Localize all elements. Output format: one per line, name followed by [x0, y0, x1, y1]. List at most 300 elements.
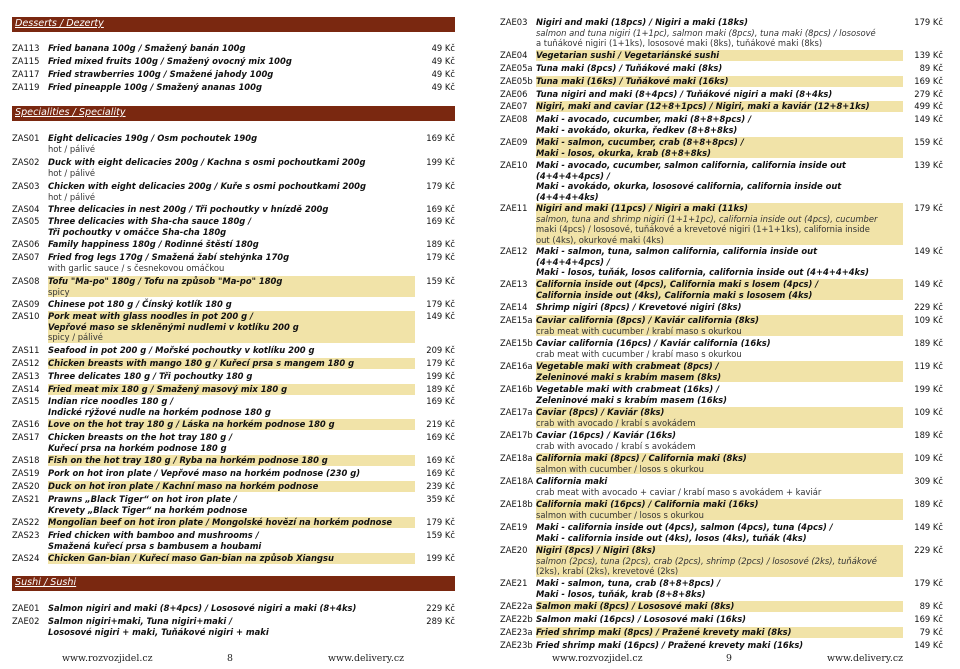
item-name-text: Vegetable maki with crabmeat (8pcs) /: [536, 361, 719, 371]
menu-item-row: [12, 311, 455, 343]
item-name: [48, 384, 415, 395]
menu-item-row: [12, 517, 455, 528]
item-name-line: Maki - avokádo, okurka, ředkev (8+8+8ks): [536, 124, 738, 135]
item-code: ZAE06: [500, 89, 528, 99]
menu-item-row: [12, 252, 455, 273]
item-name: [536, 63, 903, 74]
item-name-line: Krevety „Black Tiger“ na horkém podnose: [48, 504, 248, 515]
menu-item-row: [12, 384, 455, 395]
item-code: ZAE18a: [500, 453, 533, 463]
item-description: spicy: [48, 286, 70, 297]
item-code: ZAE15a: [500, 315, 533, 325]
item-price: 199 Kč: [426, 157, 455, 167]
item-name: [536, 522, 903, 543]
menu-item-row: [500, 50, 943, 61]
item-name-text: Tofu "Ma-po" 180g / Tofu na způsob "Ma-po" 180g: [48, 276, 283, 286]
item-name: [536, 302, 903, 313]
menu-item-row: [12, 345, 455, 356]
item-price: 179 Kč: [914, 203, 943, 213]
item-price: 359 Kč: [426, 494, 455, 504]
item-code: ZAE13: [500, 279, 528, 289]
menu-item-row: [500, 476, 943, 497]
item-name: [48, 358, 415, 369]
item-price: 179 Kč: [426, 299, 455, 309]
item-code: ZAS02: [12, 157, 40, 167]
item-code: ZAS11: [12, 345, 40, 355]
item-name: [48, 345, 415, 356]
item-name-text: Shrimp nigiri (8pcs) / Krevetové nigiri (8ks): [536, 302, 742, 312]
item-name-text: Fish on the hot tray 180 g / Ryba na horkém podnose 180 g: [48, 455, 328, 465]
menu-page-9: [480, 0, 960, 669]
item-name-line: Lososové nigiri + maki, Tuňákové nigiri + maki: [48, 626, 269, 637]
item-description: crab with avocado / krabí s avokádem: [536, 440, 696, 451]
item-description: salmon, tuna and shrimp nigiri (1+1+1pc), california inside out (4pcs), cucumber: [536, 213, 878, 224]
item-name-text: Salmon nigiri and maki (8+4pcs) / Lososové nigiri a maki (8+4ks): [48, 603, 357, 613]
item-code: ZAS18: [12, 455, 40, 465]
item-price: 139 Kč: [914, 50, 943, 60]
item-name: [48, 216, 415, 237]
item-name-text: Seafood in pot 200 g / Mořské pochoutky v kotlíku 200 g: [48, 345, 315, 355]
item-name-text: Salmon maki (8pcs) / Lososové maki (8ks): [536, 601, 735, 611]
item-code: ZAS14: [12, 384, 40, 394]
item-code: ZAE03: [500, 17, 528, 27]
item-code: ZAE09: [500, 137, 528, 147]
item-code: ZAE08: [500, 114, 528, 124]
item-name-text: Family happiness 180g / Rodinné štěstí 180g: [48, 239, 259, 249]
item-name-line: Maki - california inside out (4ks), losos (4ks), tuňák (4ks): [536, 532, 807, 543]
item-price: 189 Kč: [914, 430, 943, 440]
item-name-text: Chicken with eight delicacies 200g / Kuře s osmi pochoutkami 200g: [48, 181, 366, 191]
item-name: [48, 239, 415, 250]
item-description: with garlic sauce / s česnekovou omáčkou: [48, 262, 225, 273]
menu-item-row: [12, 43, 455, 54]
item-name-text: Caviar (16pcs) / Kaviár (16ks): [536, 430, 677, 440]
section-header: Desserts / Dezerty: [12, 17, 455, 32]
item-code: ZAS10: [12, 311, 40, 321]
item-name-line: (4+4+4+4pcs) /: [536, 256, 610, 267]
item-code: ZAS17: [12, 432, 40, 442]
item-name: [48, 157, 415, 178]
item-name: [536, 601, 903, 612]
item-name: [48, 82, 415, 93]
item-name-text: Fried shrimp maki (16pcs) / Pražené krevety maki (16ks): [536, 640, 804, 650]
menu-item-row: [12, 530, 455, 551]
item-name-line: California inside out (4ks), California maki s lososem (4ks): [536, 289, 813, 300]
item-name-text: Duck with eight delicacies 200g / Kachna s osmi pochoutkami 200g: [48, 157, 366, 167]
item-price: 49 Kč: [431, 56, 455, 66]
item-description: hot / pálivé: [48, 143, 96, 154]
menu-item-row: [500, 430, 943, 451]
item-code: ZAE23b: [500, 640, 533, 650]
section-header: Sushi / Sushi: [12, 576, 455, 591]
item-name: [48, 603, 415, 614]
item-name: [48, 43, 415, 54]
item-name: [536, 476, 903, 497]
item-name-text: Maki - salmon, cucumber, crab (8+8+8pcs) /: [536, 137, 744, 147]
item-name-text: Nigiri (8pcs) / Nigiri (8ks): [536, 545, 656, 555]
item-name: [536, 545, 903, 577]
item-price: 49 Kč: [431, 69, 455, 79]
menu-item-row: [500, 63, 943, 74]
item-price: 109 Kč: [914, 315, 943, 325]
item-price: 159 Kč: [914, 137, 943, 147]
menu-item-row: [12, 82, 455, 93]
item-code: ZAS06: [12, 239, 40, 249]
item-name-text: Chicken breasts on the hot tray 180 g /: [48, 432, 233, 442]
item-price: 189 Kč: [914, 338, 943, 348]
item-code: ZAE17a: [500, 407, 533, 417]
item-price: 139 Kč: [914, 160, 943, 170]
menu-item-row: [12, 468, 455, 479]
item-code: ZAE14: [500, 302, 528, 312]
item-price: 149 Kč: [914, 522, 943, 532]
item-price: 239 Kč: [426, 481, 455, 491]
item-name-line: Indické rýžové nudle na horkém podnose 180 g: [48, 406, 271, 417]
item-name: [536, 101, 903, 112]
menu-item-row: [500, 315, 943, 336]
item-price: 169 Kč: [426, 468, 455, 478]
item-price: 289 Kč: [426, 616, 455, 626]
item-code: ZAS15: [12, 396, 40, 406]
item-name: [48, 468, 415, 479]
item-code: ZAE23a: [500, 627, 533, 637]
item-name-text: Indian rice noodles 180 g /: [48, 396, 174, 406]
item-price: 79 Kč: [919, 627, 943, 637]
item-name-text: Fried mixed fruits 100g / Smažený ovocný mix 100g: [48, 56, 292, 66]
left-menu-column: [12, 14, 455, 654]
menu-item-row: [500, 338, 943, 359]
item-price: 229 Kč: [914, 302, 943, 312]
item-name: [536, 499, 903, 520]
item-code: ZAE18b: [500, 499, 533, 509]
item-name: [48, 181, 415, 202]
menu-item-row: [500, 137, 943, 158]
item-price: 199 Kč: [426, 371, 455, 381]
item-price: 169 Kč: [426, 216, 455, 226]
item-name-text: Mongolian beef on hot iron plate / Mongolské hovězí na horkém podnose: [48, 517, 393, 527]
item-name-text: Fried frog legs 170g / Smažená žabí stehýnka 170g: [48, 252, 290, 262]
item-name-text: Fried banana 100g / Smažený banán 100g: [48, 43, 246, 53]
item-code: ZA117: [12, 69, 40, 79]
item-code: ZA113: [12, 43, 40, 53]
item-code: ZAS22: [12, 517, 40, 527]
menu-item-row: [12, 204, 455, 215]
item-name-line: Zeleninové maki s krabím masem (16ks): [536, 394, 727, 405]
item-code: ZAE04: [500, 50, 528, 60]
item-name-text: Salmon maki (16pcs) / Lososové maki (16ks): [536, 614, 747, 624]
menu-item-row: [12, 216, 455, 237]
menu-item-row: [500, 203, 943, 245]
item-name-text: Pork on hot iron plate / Vepřové maso na horkém podnose (230 g): [48, 468, 361, 478]
item-code: ZAS24: [12, 553, 40, 563]
item-name: [536, 453, 903, 474]
item-name-text: Tuna maki (16ks) / Tuňákové maki (16ks): [536, 76, 729, 86]
item-price: 119 Kč: [914, 361, 943, 371]
item-name: [536, 279, 903, 300]
menu-item-row: [12, 396, 455, 417]
item-name-text: Tuna maki (8pcs) / Tuňákové maki (8ks): [536, 63, 723, 73]
menu-item-row: [500, 545, 943, 577]
item-price: 149 Kč: [426, 311, 455, 321]
menu-item-row: [500, 453, 943, 474]
item-name-text: Fried meat mix 180 g / Smažený masový mix 180 g: [48, 384, 288, 394]
item-price: 179 Kč: [426, 181, 455, 191]
item-name-line: (4+4+4+4pcs) /: [536, 170, 610, 181]
item-price: 199 Kč: [914, 384, 943, 394]
item-name: [48, 133, 415, 154]
item-name-text: Caviar california (16pcs) / Kaviár california (16ks): [536, 338, 771, 348]
menu-item-row: [500, 160, 943, 202]
item-code: ZAS03: [12, 181, 40, 191]
menu-item-row: [12, 133, 455, 154]
item-code: ZAE18A: [500, 476, 534, 486]
item-name: [536, 614, 903, 625]
item-price: 109 Kč: [914, 453, 943, 463]
item-name: [536, 627, 903, 638]
menu-item-row: [12, 69, 455, 80]
item-code: ZAE16a: [500, 361, 533, 371]
item-name-text: Vegetable maki with crabmeat (16ks) /: [536, 384, 720, 394]
item-code: ZAE02: [12, 616, 40, 626]
menu-item-row: [12, 455, 455, 466]
item-price: 169 Kč: [914, 614, 943, 624]
menu-item-row: [500, 76, 943, 87]
menu-item-row: [500, 302, 943, 313]
item-price: 89 Kč: [919, 63, 943, 73]
item-name-text: Chicken breasts with mango 180 g / Kuřecí prsa s mangem 180 g: [48, 358, 355, 368]
item-description: spicy / pálivé: [48, 332, 103, 343]
item-name-text: Maki - salmon, tuna, salmon california, california inside out: [536, 246, 818, 256]
item-code: ZAS23: [12, 530, 40, 540]
item-name-text: Eight delicacies 190g / Osm pochoutek 190g: [48, 133, 258, 143]
item-name: [48, 553, 415, 564]
menu-item-row: [12, 494, 455, 515]
menu-item-row: [500, 384, 943, 405]
item-name-line: Zeleninové maki s krabím masem (8ks): [536, 371, 722, 382]
item-name: [536, 17, 903, 49]
item-code: ZAE15b: [500, 338, 533, 348]
footer-site-right[interactable]: www.delivery.cz: [827, 653, 904, 664]
menu-item-row: [12, 239, 455, 250]
item-name-text: Fried strawberries 100g / Smažené jahody 100g: [48, 69, 274, 79]
item-name-text: Tuna nigiri and maki (8+4pcs) / Tuňákové nigiri a maki (8+4ks): [536, 89, 833, 99]
item-code: ZAE11: [500, 203, 528, 213]
item-name: [48, 616, 415, 637]
menu-item-row: [12, 432, 455, 453]
menu-item-row: [12, 181, 455, 202]
item-name-text: California maki (16pcs) / California maki (16ks): [536, 499, 759, 509]
item-name: [48, 517, 415, 528]
item-price: 169 Kč: [426, 432, 455, 442]
item-name: [48, 56, 415, 67]
item-description: salmon with cucumber / losos s okurkou: [536, 463, 704, 474]
menu-item-row: [12, 603, 455, 614]
item-name-text: Three delicacies with Sha-cha sauce 180g /: [48, 216, 252, 226]
item-code: ZAE12: [500, 246, 528, 256]
menu-item-row: [12, 358, 455, 369]
menu-item-row: [500, 627, 943, 638]
item-name: [48, 276, 415, 297]
item-name-text: Nigiri and maki (18pcs) / Nigiri a maki (18ks): [536, 17, 748, 27]
item-price: 179 Kč: [426, 517, 455, 527]
item-name-text: Maki - california inside out (4pcs), salmon (4pcs), tuna (4pcs) /: [536, 522, 833, 532]
menu-item-row: [12, 553, 455, 564]
item-name: [536, 203, 903, 245]
menu-item-row: [12, 157, 455, 178]
item-name: [536, 315, 903, 336]
right-menu-column: [500, 14, 943, 654]
item-description: crab meat with cucumber / krabí maso s okurkou: [536, 325, 742, 336]
menu-item-row: [12, 419, 455, 430]
item-code: ZAE22a: [500, 601, 533, 611]
item-name-line: (4+4+4+4ks): [536, 191, 599, 202]
item-name: [536, 160, 903, 202]
item-code: ZAE19: [500, 522, 528, 532]
item-name: [536, 640, 903, 651]
item-description: a tuňákové nigiri (1+1ks), lososové maki (8ks), tuňákové maki (8ks): [536, 38, 823, 49]
item-code: ZAE10: [500, 160, 528, 170]
item-name: [48, 371, 415, 382]
item-code: ZAS21: [12, 494, 40, 504]
menu-item-row: [500, 101, 943, 112]
item-name: [48, 481, 415, 492]
item-name-text: Chicken Gan-bian / Kuřecí maso Gan-bian na způsob Xiangsu: [48, 553, 334, 563]
item-price: 149 Kč: [914, 114, 943, 124]
item-name-text: Love on the hot tray 180 g / Láska na horkém podnose 180 g: [48, 419, 335, 429]
item-name-text: Fried shrimp maki (8pcs) / Pražené krevety maki (8ks): [536, 627, 792, 637]
item-code: ZAE05a: [500, 63, 533, 73]
item-code: ZA119: [12, 82, 40, 92]
item-code: ZAE21: [500, 578, 528, 588]
item-price: 179 Kč: [426, 358, 455, 368]
item-code: ZAE07: [500, 101, 528, 111]
item-code: ZAE20: [500, 545, 528, 555]
item-description: crab with avocado / krabí s avokádem: [536, 417, 696, 428]
item-name: [48, 494, 415, 515]
item-price: 279 Kč: [914, 89, 943, 99]
item-name-text: Caviar california (8pcs) / Kaviár california (8ks): [536, 315, 759, 325]
item-name-text: California maki: [536, 476, 608, 486]
item-price: 159 Kč: [426, 276, 455, 286]
item-price: 49 Kč: [431, 43, 455, 53]
item-price: 179 Kč: [914, 17, 943, 27]
item-description: salmon and tuna nigiri (1+1pc), salmon maki (8pcs), tuna maki (8pcs) / lososové: [536, 27, 876, 38]
item-price: 179 Kč: [914, 578, 943, 588]
item-name: [536, 50, 903, 61]
item-name: [48, 204, 415, 215]
item-code: ZAS19: [12, 468, 40, 478]
item-name-text: Chinese pot 180 g / Čínský kotlík 180 g: [48, 299, 232, 309]
item-name-text: Prawns „Black Tiger“ on hot iron plate /: [48, 494, 237, 504]
item-price: 49 Kč: [431, 82, 455, 92]
footer-page-number: 8: [227, 653, 233, 664]
item-code: ZAS05: [12, 216, 40, 226]
item-price: 189 Kč: [426, 239, 455, 249]
item-name-text: Nigiri and maki (11pcs) / Nigiri a maki (11ks): [536, 203, 748, 213]
menu-item-row: [12, 616, 455, 637]
item-name-line: Maki - losos, okurka, krab (8+8+8ks): [536, 147, 711, 158]
item-price: 169 Kč: [426, 455, 455, 465]
item-price: 149 Kč: [914, 640, 943, 650]
footer-site-left[interactable]: www.rozvozjidel.cz: [552, 653, 643, 664]
footer-site-left[interactable]: www.rozvozjidel.cz: [62, 653, 153, 664]
item-code: ZA115: [12, 56, 40, 66]
item-price: 169 Kč: [426, 133, 455, 143]
item-price: 229 Kč: [914, 545, 943, 555]
item-name-text: Maki - avocado, cucumber, salmon california, california inside out: [536, 160, 846, 170]
menu-item-row: [500, 17, 943, 49]
item-name-text: Pork meat with glass noodles in pot 200 g /: [48, 311, 254, 321]
item-name: [48, 252, 415, 273]
item-name: [536, 430, 903, 451]
item-price: 219 Kč: [426, 419, 455, 429]
menu-item-row: [12, 276, 455, 297]
item-name: [536, 578, 903, 599]
item-name-text: Three delicacies in nest 200g / Tři pochoutky v hnízdě 200g: [48, 204, 329, 214]
item-name-text: Vegetarian sushi / Vegetariánské sushi: [536, 50, 720, 60]
item-code: ZAS08: [12, 276, 40, 286]
item-description: maki (4pcs) / lososové, tuňákové a krevetové nigiri (1+1+1ks), california inside: [536, 224, 870, 235]
item-name-line: Smažená kuřecí prsa s bambusem a houbami: [48, 540, 262, 551]
item-name: [536, 246, 903, 278]
item-name-text: Caviar (8pcs) / Kaviár (8ks): [536, 407, 665, 417]
item-code: ZAS07: [12, 252, 40, 262]
item-price: 209 Kč: [426, 345, 455, 355]
item-code: ZAE22b: [500, 614, 533, 624]
item-name-line: Maki - losos, tuňák, losos california, california inside out (4+4+4+4ks): [536, 267, 869, 278]
item-price: 149 Kč: [914, 246, 943, 256]
item-code: ZAS16: [12, 419, 40, 429]
menu-item-row: [500, 640, 943, 651]
item-name-line: Maki - avokádo, okurka, lososové california, california inside out: [536, 181, 842, 192]
item-name: [48, 530, 415, 551]
item-code: ZAS09: [12, 299, 40, 309]
item-name: [536, 89, 903, 100]
item-name: [536, 76, 903, 87]
menu-item-row: [12, 299, 455, 310]
item-name: [536, 137, 903, 158]
item-name-line: Tři pochoutky v omáčce Sha-cha 180g: [48, 226, 227, 237]
item-name: [536, 407, 903, 428]
menu-item-row: [12, 371, 455, 382]
item-code: ZAE01: [12, 603, 40, 613]
item-description: out (4ks), okurkové maki (4ks): [536, 234, 664, 245]
item-code: ZAS12: [12, 358, 40, 368]
item-name: [48, 432, 415, 453]
item-name: [536, 361, 903, 382]
item-code: ZAE17b: [500, 430, 533, 440]
footer-site-right[interactable]: www.delivery.cz: [328, 653, 405, 664]
item-description: salmon with cucumber / losos s okurkou: [536, 509, 704, 520]
item-name: [536, 114, 903, 135]
menu-item-row: [500, 407, 943, 428]
menu-item-row: [500, 522, 943, 543]
item-name-line: Maki - losos, tuňák, krab (8+8+8ks): [536, 588, 706, 599]
item-price: 169 Kč: [914, 76, 943, 86]
item-code: ZAS04: [12, 204, 40, 214]
item-name-text: Fried chicken with bamboo and mushrooms /: [48, 530, 259, 540]
item-price: 229 Kč: [426, 603, 455, 613]
item-name: [48, 419, 415, 430]
item-price: 169 Kč: [426, 396, 455, 406]
item-name-text: Maki - salmon, tuna, crab (8+8+8pcs) /: [536, 578, 721, 588]
item-name: [48, 69, 415, 80]
item-name-line: Kuřecí prsa na horkém podnose 180 g: [48, 442, 227, 453]
item-code: ZAS20: [12, 481, 40, 491]
menu-item-row: [500, 614, 943, 625]
item-price: 499 Kč: [914, 101, 943, 111]
section-header: Specialities / Speciality: [12, 106, 455, 121]
